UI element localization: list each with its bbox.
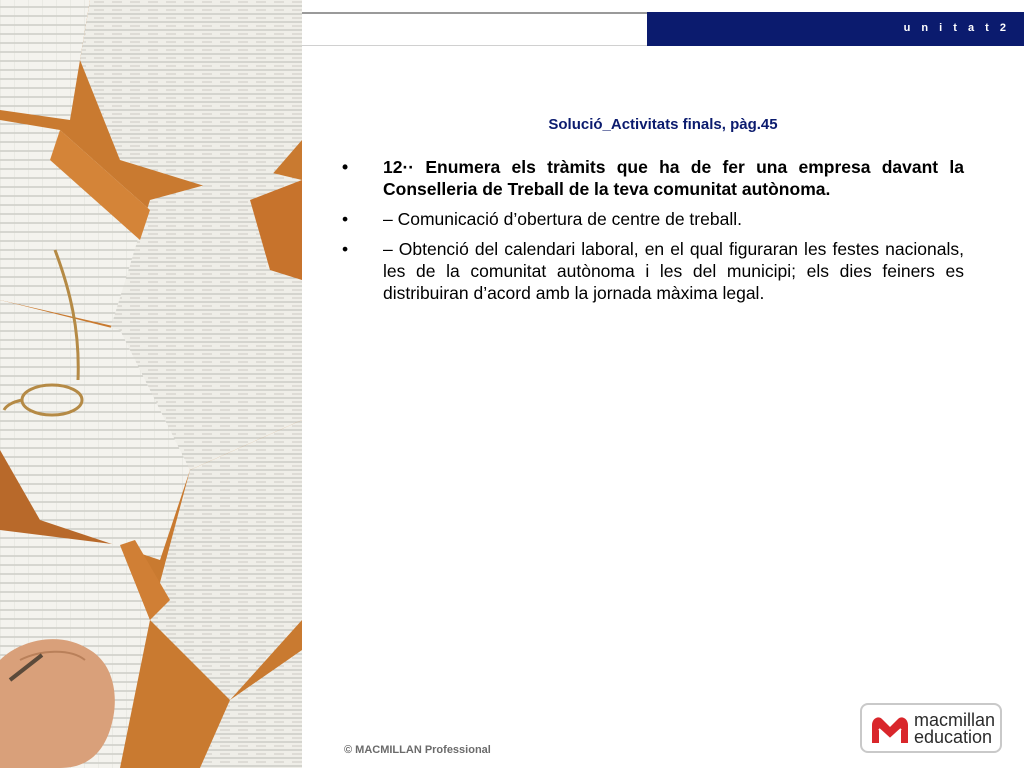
bullet-text: – Comunicació d’obertura de centre de treball.	[383, 209, 742, 229]
header-bar-left	[302, 12, 647, 46]
bullet-list	[340, 156, 964, 312]
bullet-item-answer-1	[340, 208, 964, 230]
bullet-item-question	[340, 156, 964, 200]
logo-text-macmillan: macmillan	[914, 710, 996, 730]
slide-title: Solució_Activitats finals, pàg.45	[548, 116, 778, 133]
header-bar-right	[647, 12, 1024, 46]
macmillan-education-logo	[860, 703, 1002, 753]
copyright-notice: © MACMILLAN Professional	[344, 744, 491, 756]
bullet-text: – Obtenció del calendari laboral, en el qual figuraran les festes nacionals, les de la comunitat autònoma i les del municipi; els dies feiners es distribuiran d’acord amb la jornada màxima legal.	[383, 239, 964, 303]
documents-photo-illustration	[0, 0, 302, 768]
unit-label: u n i t a t 2	[903, 22, 1010, 34]
bullet-marker: •	[342, 209, 349, 229]
bullet-text: 12·· Enumera els tràmits que ha de fer una empresa davant la Conselleria de Treball de la teva comunitat autònoma.	[383, 157, 964, 199]
logo-text-education: education	[914, 727, 993, 747]
bullet-marker: •	[342, 157, 349, 177]
decorative-photo-papers	[0, 0, 302, 768]
macmillan-m-logo-icon	[870, 713, 910, 745]
hand-with-pen-illustration	[0, 639, 115, 768]
bullet-marker: •	[342, 239, 349, 259]
bullet-item-answer-2	[340, 238, 964, 304]
